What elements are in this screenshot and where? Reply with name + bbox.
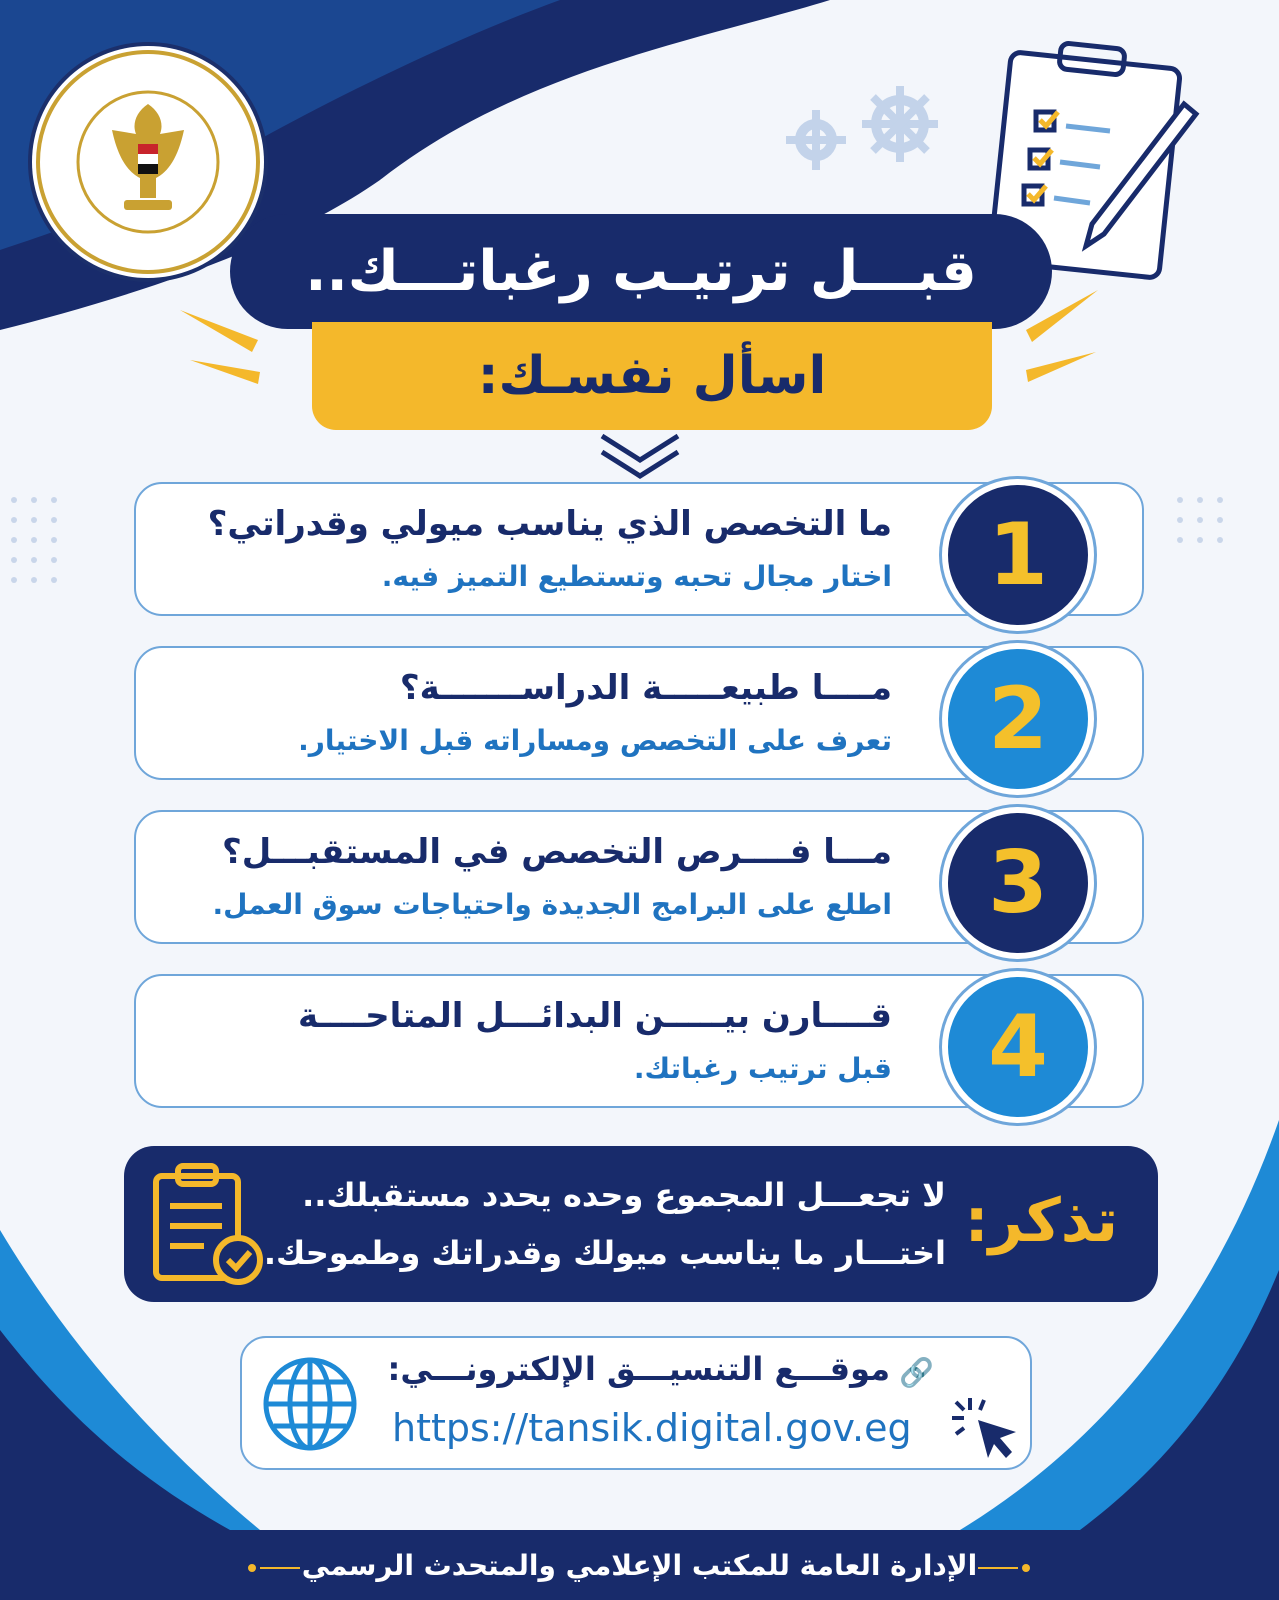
step-number-4: 4 — [942, 971, 1094, 1123]
remember-label: تذكر: — [964, 1186, 1118, 1256]
website-box — [240, 1336, 1032, 1470]
clipboard-check-icon — [148, 1160, 268, 1288]
step-answer: اختار مجال تحبه وتستطيع التميز فيه. — [381, 560, 892, 593]
globe-icon — [260, 1354, 360, 1454]
page-subtitle: اسأل نفسـك: — [477, 346, 827, 406]
ministry-seal-icon — [32, 46, 264, 278]
website-label: موقـــع التنسيـــق الإلكترونـــي: — [387, 1350, 890, 1388]
footer-bar — [0, 1530, 1279, 1600]
remember-line-2: اختـــار ما يناسب ميولك وقدراتك وطموحك. — [263, 1234, 946, 1272]
footer-line-right — [978, 1567, 1018, 1569]
step-question: مـــا فــــرص التخصص في المستقبـــل؟ — [222, 832, 892, 872]
chevron-down-icon — [596, 432, 684, 482]
title-banner — [230, 214, 1052, 329]
page-title: قبـــل ترتيـب رغباتـــك.. — [305, 239, 977, 304]
subtitle-banner — [312, 322, 992, 430]
footer-dot-left — [248, 1564, 256, 1572]
step-question: مــــا طبيعـــــة الدراســـــــة؟ — [399, 668, 892, 708]
step-answer: تعرف على التخصص ومساراته قبل الاختيار. — [298, 724, 892, 757]
step-number-3: 3 — [942, 807, 1094, 959]
website-url-link[interactable]: https://tansik.digital.gov.eg — [392, 1406, 912, 1450]
footer-line-left — [260, 1567, 300, 1569]
cursor-click-icon — [948, 1390, 1020, 1462]
step-question: ما التخصص الذي يناسب ميولي وقدراتي؟ — [207, 504, 892, 544]
remember-line-1: لا تجعـــل المجموع وحده يحدد مستقبلك.. — [302, 1176, 946, 1214]
ministry-logo — [32, 46, 264, 278]
link-icon: 🔗 — [899, 1356, 934, 1389]
step-number-2: 2 — [942, 643, 1094, 795]
step-question: قــــارن بيـــــن البدائـــل المتاحــــة — [297, 996, 892, 1036]
step-number-1: 1 — [942, 479, 1094, 631]
step-answer: قبل ترتيب رغباتك. — [633, 1052, 892, 1085]
step-answer: اطلع على البرامج الجديدة واحتياجات سوق العمل. — [212, 888, 892, 921]
footer-dot-right — [1022, 1564, 1030, 1572]
remember-box — [124, 1146, 1158, 1302]
footer-text: الإدارة العامة للمكتب الإعلامي والمتحدث الرسمي — [301, 1548, 978, 1582]
